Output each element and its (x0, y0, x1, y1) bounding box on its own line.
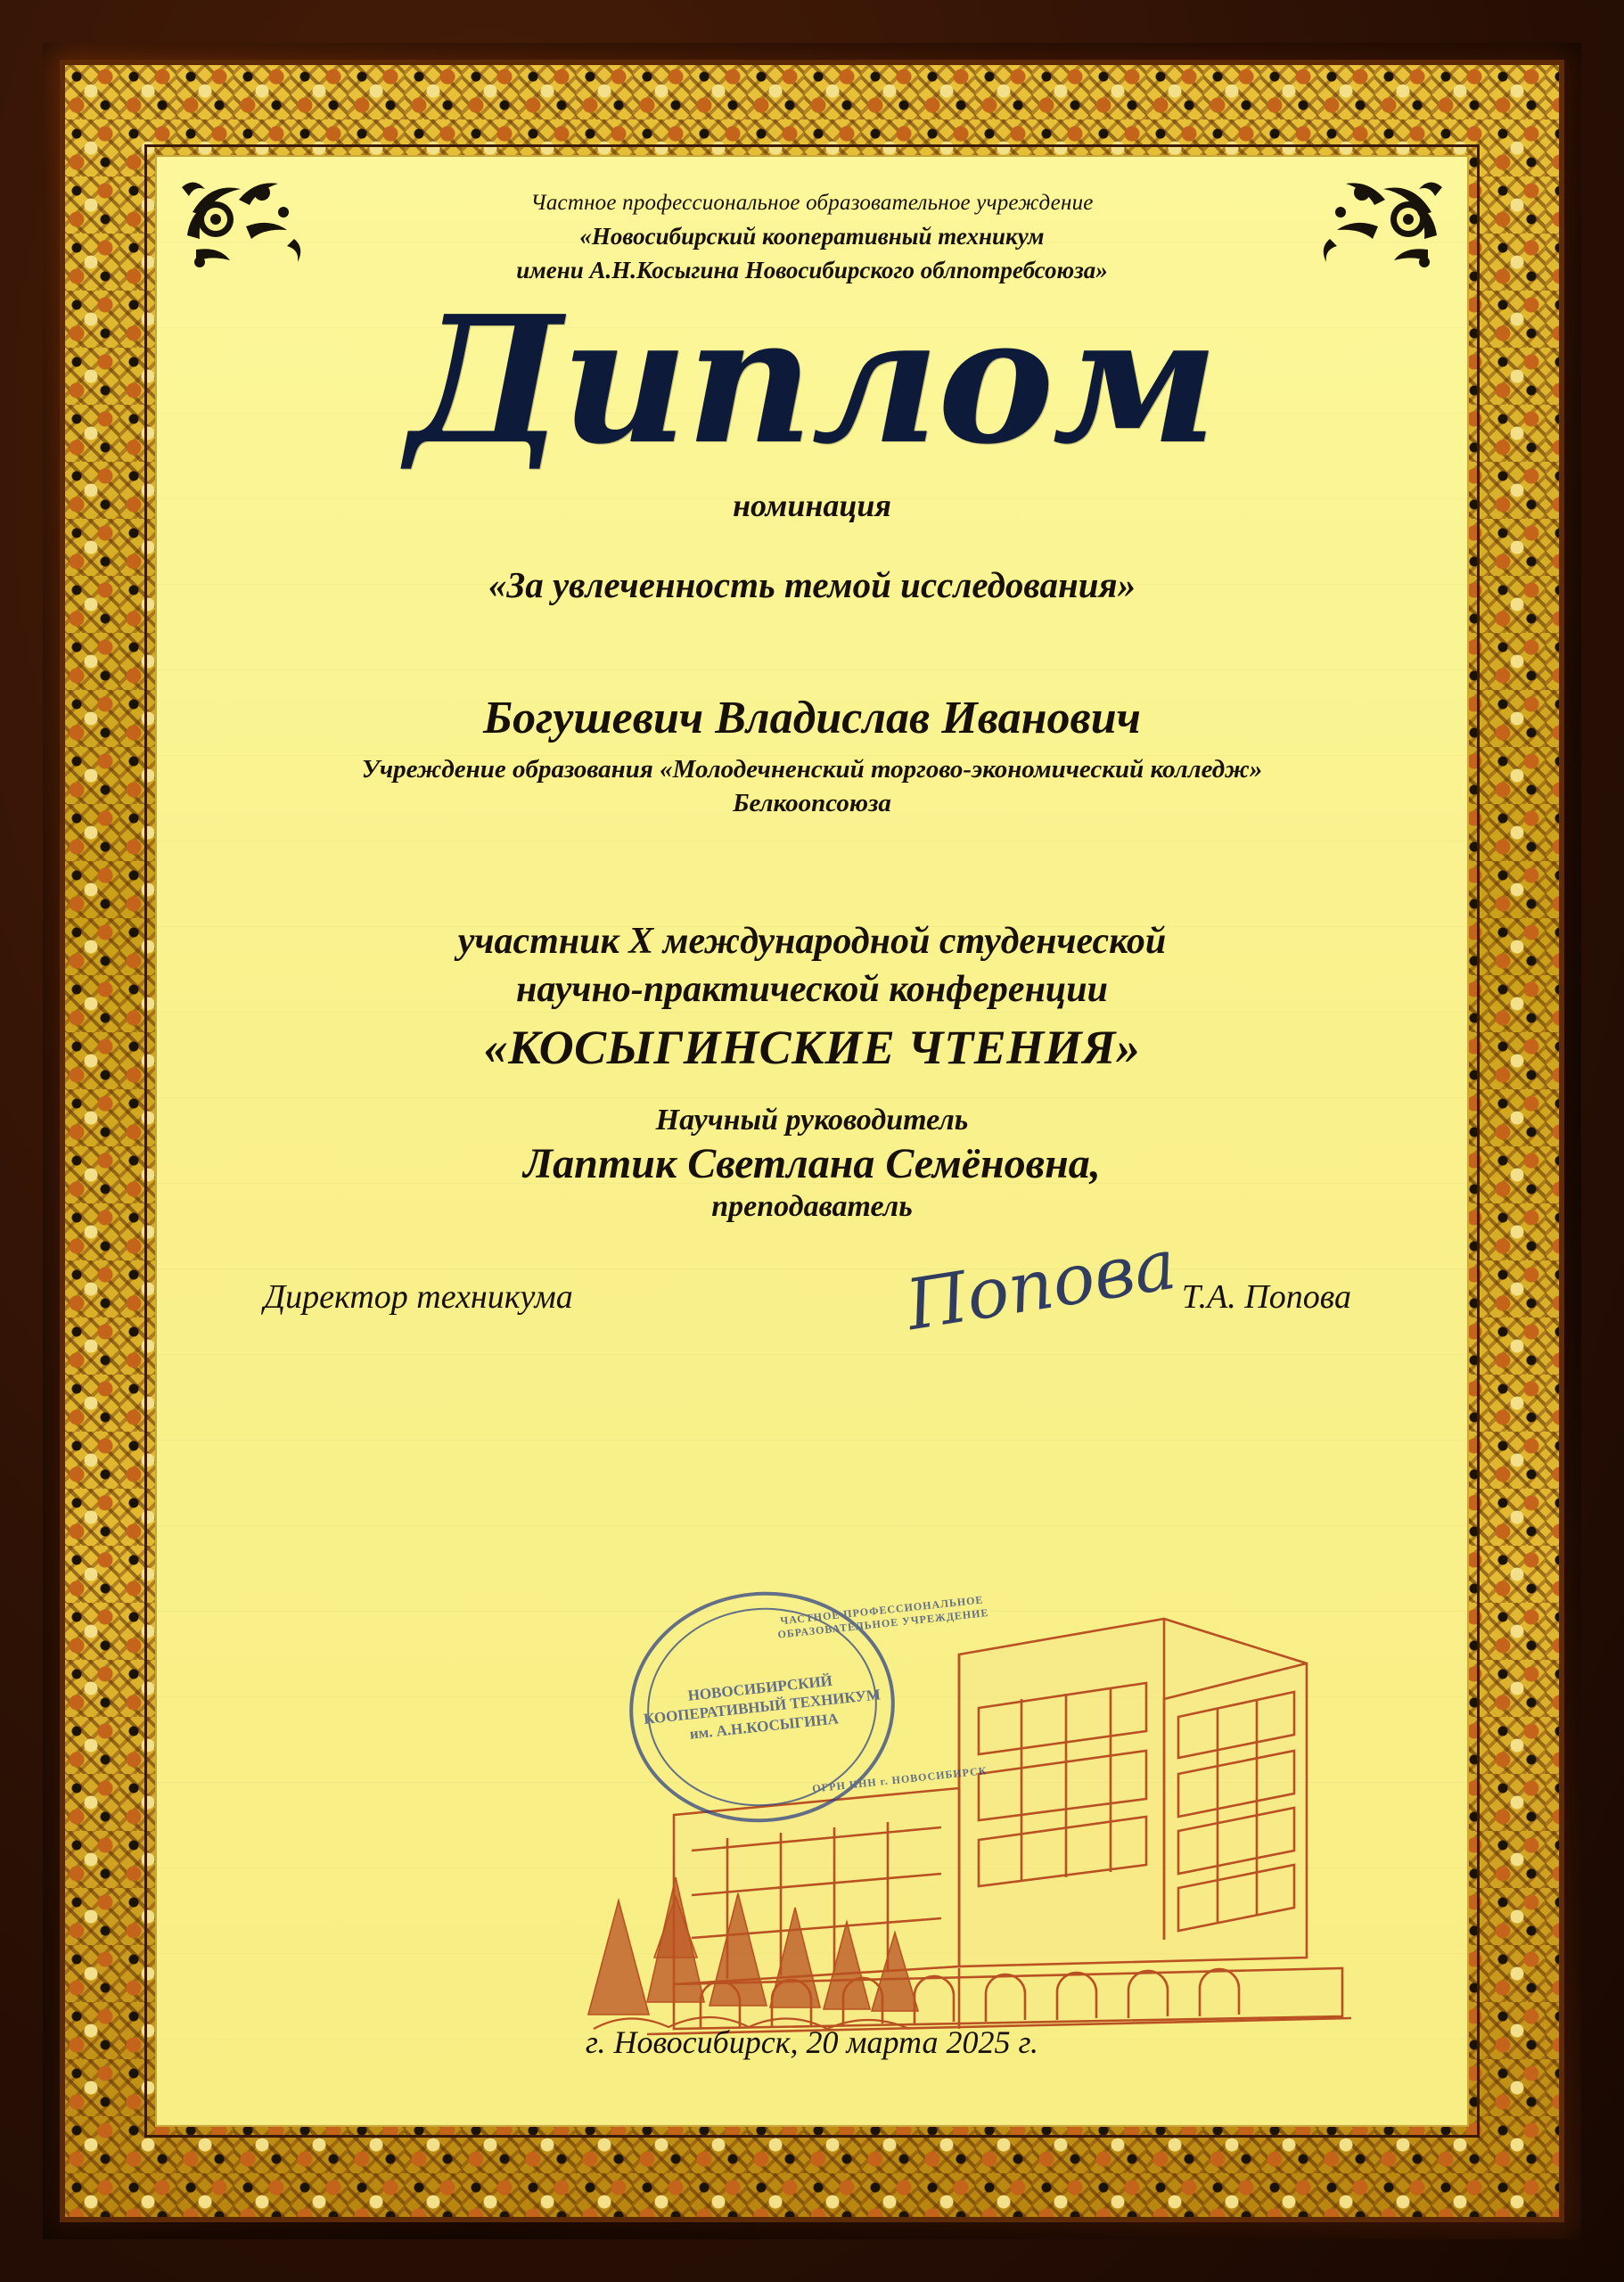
signatory-role: Директор техникума (264, 1277, 573, 1316)
stamp-arc-bottom-text: ОГРН ИНН г. НОВОСИБИРСК (811, 1764, 988, 1795)
advisor-name: Лаптик Светлана Семёновна, (523, 1139, 1101, 1187)
organization-line-3: имени А.Н.Косыгина Новосибирского облпотребсоюза» (516, 256, 1108, 283)
signature-row (157, 1224, 1467, 1347)
event-description (157, 918, 1467, 1014)
affiliation-line-2: Белкоопсоюза (733, 788, 891, 817)
organization-line-2: «Новосибирский кооперативный техникум (579, 222, 1045, 250)
organization-header (262, 187, 1363, 287)
ornamental-gold-border (62, 62, 1562, 2220)
handwritten-signature: Попова (900, 1224, 1182, 1347)
nomination-label: номинация (733, 488, 891, 524)
organization-line-1: Частное профессиональное образовательное учреждение (530, 191, 1094, 215)
advisor-role: преподаватель (711, 1189, 913, 1223)
stamp-arc-top-text: ЧАСТНОЕ ПРОФЕССИОНАЛЬНОЕ ОБРАЗОВАТЕЛЬНОЕ УЧРЕЖДЕНИЕ (776, 1593, 990, 1641)
laureate-affiliation (235, 753, 1389, 820)
college-building-illustration (540, 1583, 1378, 2082)
official-stamp (618, 1579, 990, 1835)
signatory-name: Т.А. Попова (1181, 1277, 1351, 1316)
event-name: «КОСЫГИНСКИЕ ЧТЕНИЯ» (483, 1020, 1141, 1074)
place-and-date: г. Новосибирск, 20 марта 2025 г. (585, 2024, 1039, 2060)
certificate-paper (155, 155, 1469, 2127)
laureate-name: Богушевич Владислав Иванович (483, 693, 1141, 744)
outer-dark-frame (43, 43, 1581, 2239)
page-title: Диплом (407, 278, 1217, 484)
event-line-2: научно-практической конференции (516, 969, 1108, 1011)
advisor-label: Научный руководитель (655, 1103, 969, 1137)
event-line-1: участник X международной студенческой (457, 921, 1167, 963)
affiliation-line-1: Учреждение образования «Молодечненский торгово-экономический колледж» (361, 755, 1263, 784)
stamp-center-text: НОВОСИБИРСКИЙ КООПЕРАТИВНЫЙ ТЕХНИКУМ им. А.Н.КОСЫГИНА (643, 1671, 882, 1743)
nomination-value: «За увлеченность темой исследования» (488, 564, 1136, 606)
